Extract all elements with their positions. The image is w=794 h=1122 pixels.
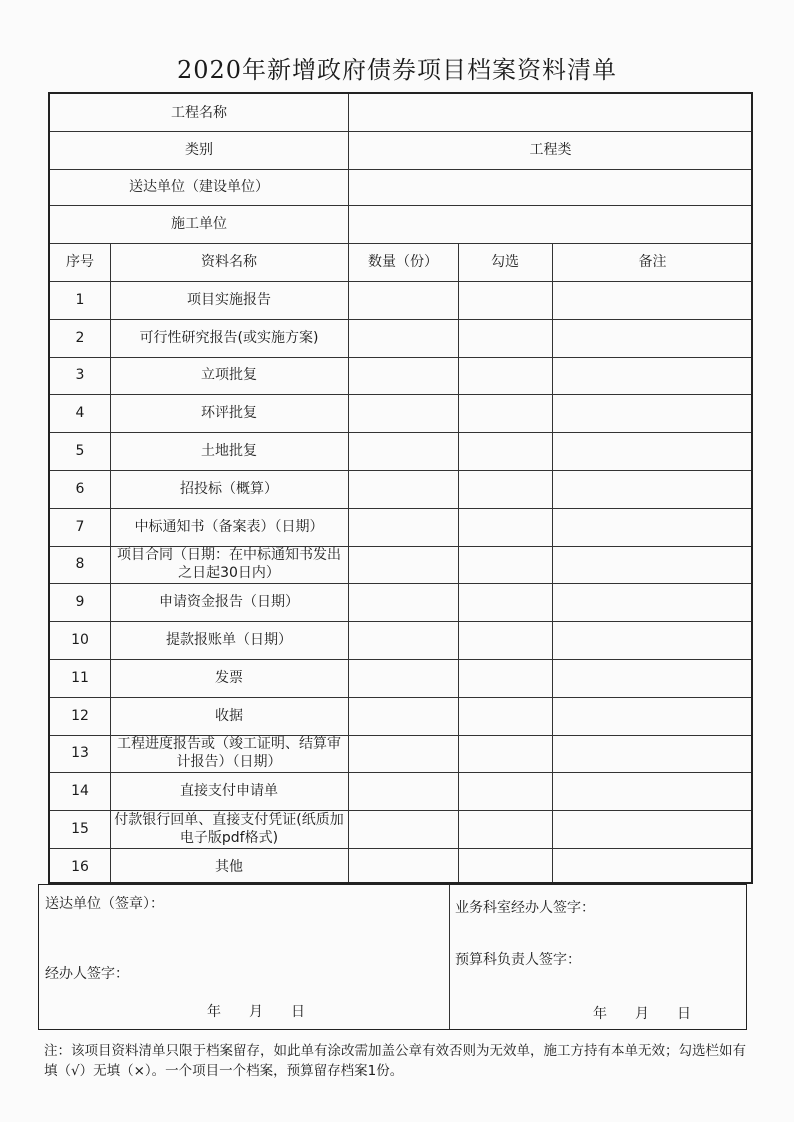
quantity-cell[interactable] xyxy=(348,357,458,395)
quantity-cell[interactable] xyxy=(348,659,458,697)
document-name: 土地批复 xyxy=(201,443,257,460)
column-header-no: 序号 xyxy=(66,254,94,270)
row-number: 14 xyxy=(71,783,89,800)
document-name: 其他 xyxy=(215,858,243,875)
row-number: 6 xyxy=(75,480,85,497)
check-cell[interactable] xyxy=(458,583,552,621)
handler-signature-label: 经办人签字： xyxy=(45,966,129,982)
footnote: 注：该项目资料清单只限于档案留存，如此单有涂改需加盖公章有效否则为无效单，施工方持有本单无效；勾选栏如有填（√）无填（×）。一个项目一个档案，预算留存档案1份。 xyxy=(44,1043,746,1079)
remarks-cell[interactable] xyxy=(552,772,753,810)
category-label: 类别 xyxy=(185,142,213,158)
document-name: 项目合同（日期：在中标通知书发出之日起30日内） xyxy=(117,547,341,582)
remarks-cell[interactable] xyxy=(552,508,753,546)
quantity-cell[interactable] xyxy=(348,470,458,508)
row-number: 2 xyxy=(75,329,85,346)
document-name: 发票 xyxy=(215,669,243,686)
remarks-cell[interactable] xyxy=(552,357,753,395)
quantity-cell[interactable] xyxy=(348,621,458,659)
document-name: 立项批复 xyxy=(201,367,257,384)
remarks-cell[interactable] xyxy=(552,735,753,773)
row-number: 3 xyxy=(75,367,85,384)
row-number: 1 xyxy=(75,291,85,308)
project-name-label: 工程名称 xyxy=(171,104,227,121)
check-cell[interactable] xyxy=(458,810,552,848)
check-cell[interactable] xyxy=(458,470,552,508)
construction-unit-label: 施工单位 xyxy=(171,216,227,232)
document-name: 提款报账单（日期） xyxy=(166,632,292,649)
check-cell[interactable] xyxy=(458,281,552,319)
right-date-line: 年 月 日 xyxy=(593,1006,691,1022)
delivery-unit-value[interactable] xyxy=(348,169,753,205)
check-cell[interactable] xyxy=(458,659,552,697)
document-name: 招投标（概算） xyxy=(180,480,278,497)
row-number: 15 xyxy=(71,821,89,838)
remarks-cell[interactable] xyxy=(552,432,753,470)
delivery-unit-seal-label: 送达单位（签章）： xyxy=(45,896,164,912)
document-name: 可行性研究报告(或实施方案) xyxy=(139,329,319,346)
remarks-cell[interactable] xyxy=(552,394,753,432)
document-name: 直接支付申请单 xyxy=(180,783,278,800)
check-cell[interactable] xyxy=(458,772,552,810)
document-name: 中标通知书（备案表）（日期） xyxy=(134,518,324,535)
left-date-line: 年 月 日 xyxy=(207,1004,305,1020)
quantity-cell[interactable] xyxy=(348,583,458,621)
page-title: 2020年新增政府债券项目档案资料清单 xyxy=(176,56,618,84)
document-name: 申请资金报告（日期） xyxy=(159,594,299,611)
check-cell[interactable] xyxy=(458,432,552,470)
project-name-value[interactable] xyxy=(348,94,753,131)
document-name: 环评批复 xyxy=(201,405,257,422)
row-number: 13 xyxy=(71,745,89,762)
quantity-cell[interactable] xyxy=(348,735,458,773)
check-cell[interactable] xyxy=(458,546,552,584)
quantity-cell[interactable] xyxy=(348,546,458,584)
budget-head-signature-label: 预算科负责人签字： xyxy=(455,952,581,968)
row-number: 5 xyxy=(75,443,85,460)
column-header-name: 资料名称 xyxy=(201,254,257,270)
quantity-cell[interactable] xyxy=(348,394,458,432)
quantity-cell[interactable] xyxy=(348,810,458,848)
check-cell[interactable] xyxy=(458,621,552,659)
check-cell[interactable] xyxy=(458,697,552,735)
quantity-cell[interactable] xyxy=(348,432,458,470)
remarks-cell[interactable] xyxy=(552,621,753,659)
remarks-cell[interactable] xyxy=(552,810,753,848)
column-header-remarks: 备注 xyxy=(638,254,667,270)
remarks-cell[interactable] xyxy=(552,546,753,584)
row-number: 12 xyxy=(71,707,89,724)
remarks-cell[interactable] xyxy=(552,470,753,508)
quantity-cell[interactable] xyxy=(348,319,458,357)
business-handler-signature-label: 业务科室经办人签字： xyxy=(455,900,595,916)
remarks-cell[interactable] xyxy=(552,319,753,357)
document-name: 收据 xyxy=(215,707,243,724)
document-name: 工程进度报告或（竣工证明、结算审计报告）（日期） xyxy=(117,736,341,771)
delivery-unit-label: 送达单位（建设单位） xyxy=(129,179,269,195)
check-cell[interactable] xyxy=(458,319,552,357)
row-number: 8 xyxy=(75,556,85,573)
row-number: 7 xyxy=(75,518,85,535)
construction-unit-value[interactable] xyxy=(348,205,753,243)
quantity-cell[interactable] xyxy=(348,281,458,319)
archive-checklist-table xyxy=(48,92,753,884)
row-number: 11 xyxy=(71,669,89,686)
quantity-cell[interactable] xyxy=(348,508,458,546)
check-cell[interactable] xyxy=(458,735,552,773)
remarks-cell[interactable] xyxy=(552,848,753,886)
row-number: 4 xyxy=(75,405,85,422)
row-number: 10 xyxy=(71,632,89,649)
check-cell[interactable] xyxy=(458,508,552,546)
check-cell[interactable] xyxy=(458,394,552,432)
remarks-cell[interactable] xyxy=(552,659,753,697)
quantity-cell[interactable] xyxy=(348,848,458,886)
quantity-cell[interactable] xyxy=(348,772,458,810)
document-name: 付款银行回单、直接支付凭证(纸质加电子版pdf格式) xyxy=(114,812,344,847)
column-header-check: 勾选 xyxy=(491,254,519,270)
row-number: 16 xyxy=(71,858,89,875)
quantity-cell[interactable] xyxy=(348,697,458,735)
column-header-quantity: 数量（份） xyxy=(368,254,438,270)
signature-section xyxy=(38,884,747,1030)
remarks-cell[interactable] xyxy=(552,281,753,319)
check-cell[interactable] xyxy=(458,848,552,886)
category-value[interactable]: 工程类 xyxy=(529,142,572,158)
row-number: 9 xyxy=(75,594,85,611)
check-cell[interactable] xyxy=(458,357,552,395)
remarks-cell[interactable] xyxy=(552,697,753,735)
document-name: 项目实施报告 xyxy=(187,291,271,308)
remarks-cell[interactable] xyxy=(552,583,753,621)
